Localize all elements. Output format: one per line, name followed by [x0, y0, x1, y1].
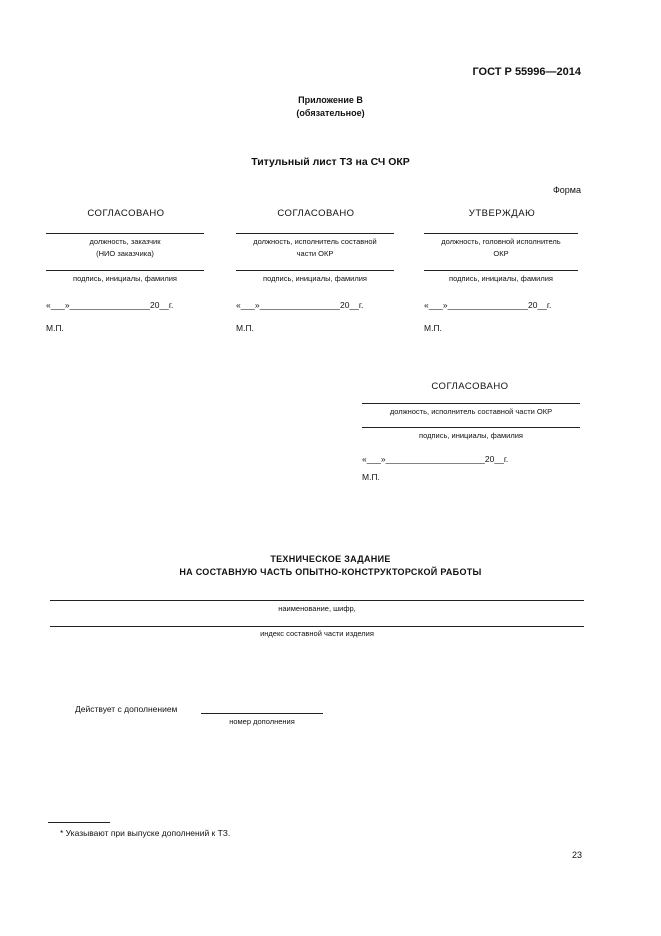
footnote-text: * Указывают при выпуске дополнений к ТЗ.	[60, 828, 231, 838]
stamp-label: М.П.	[424, 323, 442, 333]
approval-heading: СОГЛАСОВАНО	[277, 208, 355, 219]
approval-block-head-contractor	[424, 208, 580, 219]
position-caption: должность, заказчик	[89, 237, 161, 246]
approval-heading: СОГЛАСОВАНО	[87, 208, 165, 219]
signature-line	[46, 270, 204, 271]
name-field-line	[50, 600, 584, 601]
extra-signature-line	[362, 427, 580, 428]
signature-caption: подпись, инициалы, фамилия	[73, 274, 177, 283]
extra-signature-caption: подпись, инициалы, фамилия	[419, 431, 523, 440]
position-line	[236, 233, 394, 234]
date-line: «___»_________________20__г.	[46, 300, 174, 310]
position-caption: должность, исполнитель составной	[253, 237, 377, 246]
position-line	[46, 233, 204, 234]
signature-line	[424, 270, 578, 271]
supplement-caption: номер дополнения	[229, 717, 295, 726]
main-title-line-2: НА СОСТАВНУЮ ЧАСТЬ ОПЫТНО-КОНСТРУКТОРСКОЙ РАБОТЫ	[179, 567, 482, 577]
name-field-caption: наименование, шифр,	[278, 604, 356, 613]
index-field-caption: индекс составной части изделия	[260, 629, 374, 638]
approval-block-contractor	[236, 208, 396, 219]
stamp-label: М.П.	[46, 323, 64, 333]
appendix-status: (обязательное)	[296, 108, 365, 118]
signature-line	[236, 270, 394, 271]
signature-caption: подпись, инициалы, фамилия	[449, 274, 553, 283]
index-field-line	[50, 626, 584, 627]
supplement-line	[201, 713, 323, 714]
date-line: «___»_________________20__г.	[236, 300, 364, 310]
extra-position-line	[362, 403, 580, 404]
page-number: 23	[571, 850, 582, 860]
appendix-title: Приложение В	[298, 95, 363, 105]
position-caption-2: части ОКР	[296, 249, 334, 258]
footnote-separator	[48, 822, 110, 823]
date-line: «___»_________________20__г.	[424, 300, 552, 310]
approval-heading: УТВЕРЖДАЮ	[468, 208, 536, 219]
approval-block-customer	[46, 208, 206, 219]
signature-caption: подпись, инициалы, фамилия	[263, 274, 367, 283]
extra-stamp-label: М.П.	[362, 472, 380, 482]
extra-approval-heading: СОГЛАСОВАНО	[431, 381, 509, 392]
supplement-label: Действует с дополнением	[75, 704, 178, 714]
standard-number: ГОСТ Р 55996—2014	[472, 66, 581, 78]
position-caption-2: (НИО заказчика)	[96, 249, 154, 258]
position-caption: должность, головной исполнитель	[441, 237, 561, 246]
extra-date-line: «___»_____________________20__г.	[362, 454, 509, 464]
document-title: Титульный лист ТЗ на СЧ ОКР	[251, 156, 410, 168]
main-title-line-1: ТЕХНИЧЕСКОЕ ЗАДАНИЕ	[270, 554, 391, 564]
stamp-label: М.П.	[236, 323, 254, 333]
form-label: Форма	[552, 185, 581, 195]
extra-position-caption: должность, исполнитель составной части ОКР	[389, 407, 553, 416]
position-line	[424, 233, 578, 234]
position-caption-2: ОКР	[493, 249, 509, 258]
